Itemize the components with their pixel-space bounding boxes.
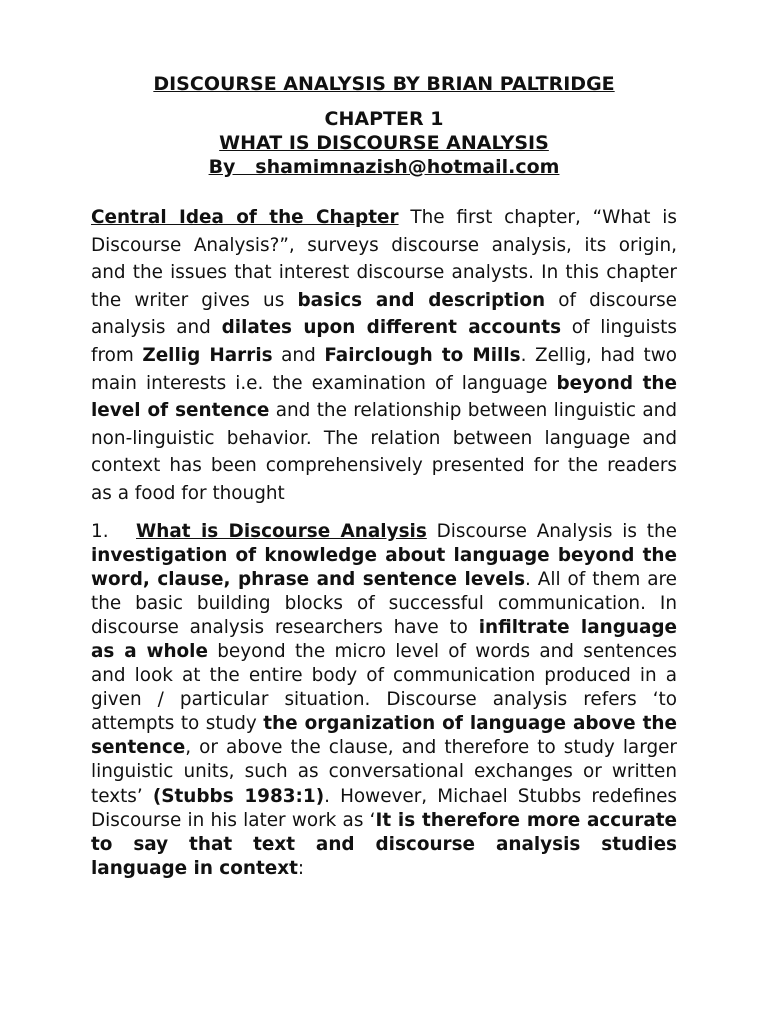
central-idea-paragraph xyxy=(91,204,677,508)
bold-run: Zellig Harris xyxy=(142,344,273,366)
chapter-number: CHAPTER 1 xyxy=(324,108,444,130)
text-run: and the relationship between linguistic and non-linguistic behavior. The relation between language and context has been comprehensively presented for the readers as a food for thought xyxy=(91,400,678,504)
bold-run: (Stubbs 1983:1) xyxy=(152,785,325,807)
document-page xyxy=(91,66,677,881)
bold-run: beyond the level of sentence xyxy=(91,372,677,422)
bold-run: It is therefore more accurate to say that text and discourse analysis studies language in context xyxy=(91,809,677,879)
section-number: 1. xyxy=(91,520,109,542)
text-run: The first chapter, “What is Discourse Analysis?”, surveys discourse analysis, its origin, and the issues that interest discourse analysts. In this chapter the writer gives us xyxy=(91,207,677,311)
text-run: . Zellig, had two main interests i.e. the examination of language xyxy=(91,344,677,394)
central-idea-heading: Central Idea of the Chapter xyxy=(91,207,399,228)
bold-run: dilates upon different accounts xyxy=(221,317,562,339)
text-run: Discourse Analysis is the xyxy=(426,520,677,542)
text-run: . All of them are the basic building blocks of successful communication. In discourse analysis researchers have to xyxy=(91,568,677,638)
bold-run: Fairclough to Mills xyxy=(324,344,521,366)
section-1-paragraph xyxy=(91,520,677,881)
text-run: of discourse analysis and xyxy=(91,289,677,339)
text-run: . However, Michael Stubbs redefines Discourse in his later work as ‘ xyxy=(91,785,677,831)
text-run: beyond the micro level of words and sentences and look at the entire body of communication produced in a given / particular situation. Discourse analysis refers ‘to attempts to study xyxy=(91,641,677,735)
bold-run: basics and description xyxy=(297,289,546,311)
document-title: DISCOURSE ANALYSIS BY BRIAN PALTRIDGE xyxy=(153,73,615,95)
text-run: of linguists from xyxy=(91,317,677,366)
text-run: : xyxy=(297,857,305,879)
section-1-heading: What is Discourse Analysis xyxy=(136,520,427,542)
chapter-title: WHAT IS DISCOURSE ANALYSIS xyxy=(219,132,549,154)
author-byline: By shamimnazish@hotmail.com xyxy=(208,156,560,178)
text-run: and xyxy=(272,344,325,366)
bold-run: infiltrate language as a whole xyxy=(91,616,677,662)
bold-run: investigation of knowledge about language beyond the word, clause, phrase and sentence levels xyxy=(91,544,677,590)
bold-run: the organization of language above the sentence xyxy=(91,713,677,759)
title-block xyxy=(91,66,677,179)
text-run: , or above the clause, and therefore to study larger linguistic units, such as conversational exchanges or written texts’ xyxy=(91,737,677,807)
